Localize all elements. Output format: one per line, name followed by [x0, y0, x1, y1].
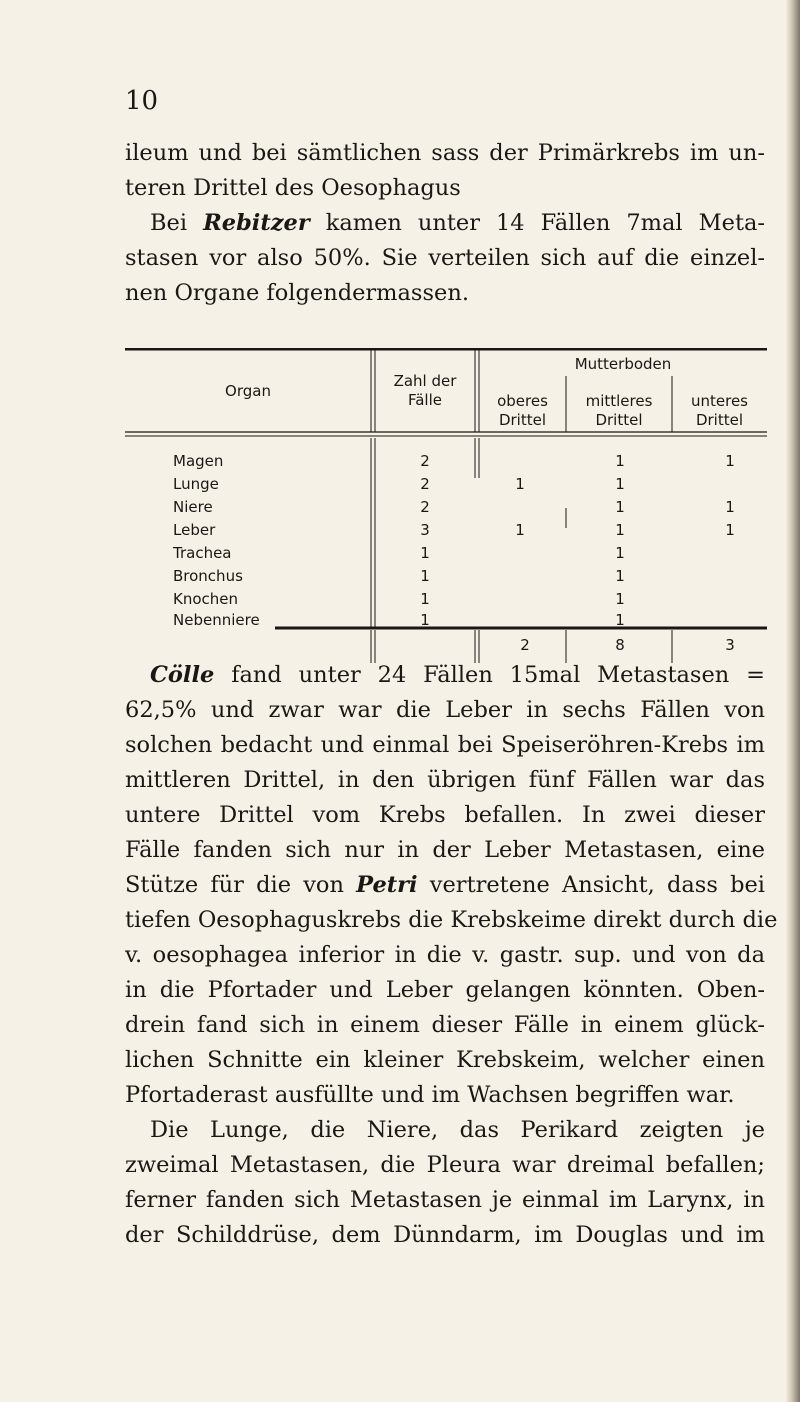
- middle-cell: 1: [615, 590, 625, 608]
- text-line: untere Drittel vom Krebs befallen. In zwei dieser: [125, 802, 765, 828]
- text-line: v. oesophagea inferior in die v. gastr. sup. und von da: [125, 942, 765, 968]
- text-line: lichen Schnitte ein kleiner Krebskeim, welcher einen: [125, 1047, 765, 1073]
- middle-cell: 1: [615, 567, 625, 585]
- text-line: solchen bedacht und einmal bei Speiseröhren-Krebs im: [125, 732, 765, 758]
- cases-cell: 3: [420, 521, 430, 539]
- total-middle: 8: [615, 636, 625, 654]
- text-line: [125, 658, 765, 693]
- text-line: Fälle fanden sich nur in der Leber Metastasen, eine: [125, 837, 765, 863]
- middle-cell: 1: [615, 498, 625, 516]
- text-line: in die Pfortader und Leber gelangen könnten. Oben-: [125, 977, 765, 1003]
- upper-cell: 1: [515, 475, 525, 493]
- table-row: [125, 611, 767, 633]
- header-middle: [566, 392, 672, 430]
- table-row: [125, 475, 767, 497]
- text-line: ferner fanden sich Metastasen je einmal im Larynx, in: [125, 1187, 765, 1213]
- organ-cell: Nebenniere: [173, 611, 260, 629]
- cases-cell: 2: [420, 498, 430, 516]
- table-row: [125, 498, 767, 520]
- paragraph-organs: [125, 1113, 765, 1253]
- paragraph-intro: [125, 136, 765, 311]
- text-line: der Schilddrüse, dem Dünndarm, im Douglas und im: [125, 1222, 765, 1248]
- upper-cell: 1: [515, 521, 525, 539]
- text-line: [125, 868, 765, 903]
- header-upper-line: oberes: [497, 392, 548, 410]
- author-name: Rebitzer: [203, 210, 310, 236]
- organ-cell: Magen: [173, 452, 224, 470]
- cases-cell: 1: [420, 590, 430, 608]
- middle-cell: 1: [615, 452, 625, 470]
- text-line: 62,5% und zwar war die Leber in sechs Fällen von: [125, 697, 765, 723]
- page-number: 10: [125, 86, 159, 116]
- text-line: zweimal Metastasen, die Pleura war dreimal befallen;: [125, 1152, 765, 1178]
- header-cases: [375, 372, 475, 410]
- table-row: [125, 590, 767, 612]
- organ-cell: Bronchus: [173, 567, 243, 585]
- table-row: [125, 544, 767, 566]
- text-fragment: Stütze für die von: [125, 872, 357, 898]
- organ-cell: Niere: [173, 498, 213, 516]
- organ-cell: Trachea: [173, 544, 232, 562]
- header-lower: [672, 392, 767, 430]
- total-lower: 3: [725, 636, 735, 654]
- text-line: stasen vor also 50%. Sie verteilen sich auf die einzel-: [125, 245, 765, 271]
- text-line: [125, 206, 765, 241]
- middle-cell: 1: [615, 544, 625, 562]
- text-fragment: Bei: [150, 210, 204, 236]
- header-upper: [479, 392, 566, 430]
- cases-cell: 2: [420, 452, 430, 470]
- text-fragment: kamen unter 14 Fällen 7mal Meta-: [309, 210, 766, 236]
- text-line: mittleren Drittel, in den übrigen fünf Fällen war das: [125, 767, 765, 793]
- page-edge-shadow: [786, 0, 800, 1402]
- organ-cell: Lunge: [173, 475, 219, 493]
- organ-cell: Leber: [173, 521, 216, 539]
- text-line: drein fand sich in einem dieser Fälle in einem glück-: [125, 1012, 765, 1038]
- total-upper: 2: [520, 636, 530, 654]
- cases-cell: 1: [420, 567, 430, 585]
- text-line: Pfortaderast ausfüllte und im Wachsen begriffen war.: [125, 1082, 735, 1108]
- header-upper-line: Drittel: [498, 411, 547, 429]
- middle-cell: 1: [615, 475, 625, 493]
- author-name: Petri: [356, 872, 418, 898]
- header-lower-line: Drittel: [695, 411, 744, 429]
- lower-cell: 1: [725, 452, 735, 470]
- paragraph-coelle: [125, 658, 778, 1113]
- table-row: [125, 452, 767, 474]
- lower-cell: 1: [725, 521, 735, 539]
- text-line: tiefen Oesophaguskrebs die Krebskeime direkt durch die: [125, 907, 778, 933]
- table-row: [125, 521, 767, 543]
- text-fragment: vertretene Ansicht, dass bei: [417, 872, 765, 898]
- text-fragment: fand unter 24 Fällen 15mal Metastasen =: [214, 662, 765, 688]
- cases-cell: 1: [420, 611, 430, 629]
- header-cases-line: Fälle: [407, 391, 442, 409]
- header-organ: Organ: [225, 382, 271, 400]
- text-line: ileum und bei sämtlichen sass der Primärkrebs im un-: [125, 140, 765, 166]
- author-name: Cölle: [150, 662, 215, 688]
- header-middle-line: Drittel: [595, 411, 643, 429]
- header-cases-line: Zahl der: [393, 372, 457, 390]
- text-line: Die Lunge, die Niere, das Perikard zeigten je: [150, 1117, 765, 1143]
- text-line: teren Drittel des Oesophagus: [125, 175, 461, 201]
- lower-cell: 1: [725, 498, 735, 516]
- table-row: [125, 567, 767, 589]
- metastasis-table: [125, 348, 767, 663]
- middle-cell: 1: [615, 611, 625, 629]
- text-line: nen Organe folgendermassen.: [125, 280, 469, 306]
- cases-cell: 2: [420, 475, 430, 493]
- totals-row: [125, 636, 767, 658]
- organ-cell: Knochen: [173, 590, 239, 608]
- cases-cell: 1: [420, 544, 430, 562]
- header-middle-line: mittleres: [585, 392, 653, 410]
- header-lower-line: unteres: [690, 392, 748, 410]
- header-mutterboden: Mutterboden: [574, 355, 672, 373]
- middle-cell: 1: [615, 521, 625, 539]
